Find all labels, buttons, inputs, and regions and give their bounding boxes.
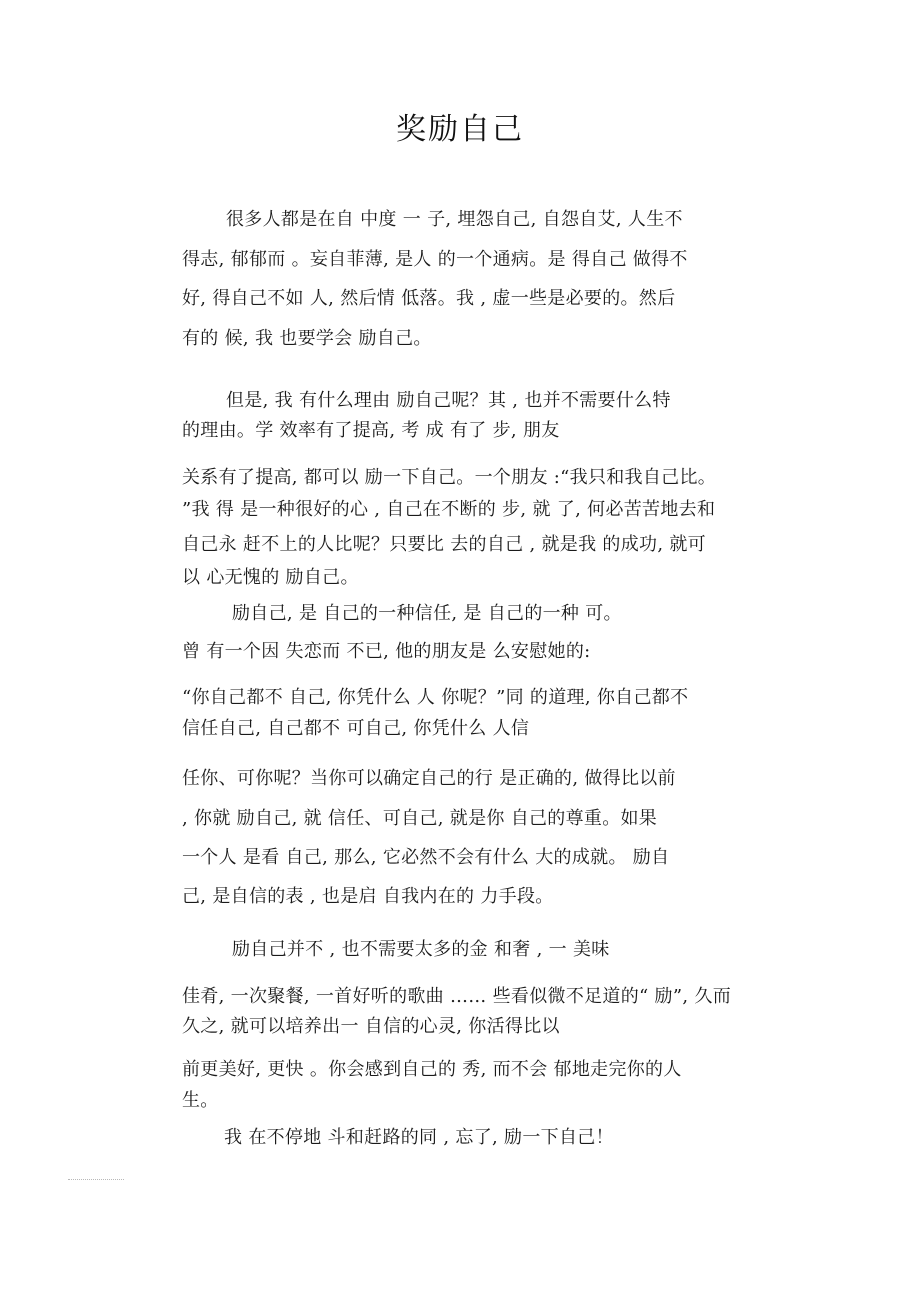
- paragraph-line: 前更美好, 更快 。你会感到自己的 秀, 而不会 郁地走完你的人: [182, 1059, 682, 1080]
- paragraph-line: 好, 得自己不如 人, 然后情 低落。我 , 虚一些是必要的。然后: [182, 288, 676, 309]
- paragraph-line: 己, 是自信的表 , 也是启 自我内在的 力手段。: [182, 886, 554, 907]
- paragraph-line: 以 心无愧的 励自己。: [182, 567, 359, 588]
- paragraph-line: 曾 有一个因 失恋而 不已, 他的朋友是 么安慰她的:: [182, 641, 591, 662]
- paragraph-line: 关系有了提高, 都可以 励一下自己。一个朋友 :“我只和我自己比。: [182, 467, 717, 488]
- paragraph-line: 励自己并不 , 也不需要太多的金 和奢 , 一 美味: [232, 939, 610, 960]
- document-title: 奖励自己: [396, 112, 524, 147]
- paragraph-line: 久之, 就可以培养出一 自信的心灵, 你活得比以: [182, 1016, 560, 1037]
- paragraph-line: 佳肴, 一次聚餐, 一首好听的歌曲 …… 些看似微不足道的“ 励”, 久而: [182, 986, 731, 1007]
- paragraph-line: 生。: [182, 1090, 219, 1111]
- paragraph-line: 自己永 赶不上的人比呢？只要比 去的自己 , 就是我 的成功, 就可: [182, 534, 706, 555]
- paragraph-line: 很多人都是在自 中度 一 子, 埋怨自己, 自怨自艾, 人生不: [226, 209, 683, 230]
- paragraph-line: 信任自己, 自己都不 可自己, 你凭什么 人信: [182, 718, 530, 739]
- footer-divider: [68, 1179, 124, 1180]
- paragraph-line: 任你、可你呢？当你可以确定自己的行 是正确的, 做得比以前: [182, 768, 676, 789]
- paragraph-line: 有的 候, 我 也要学会 励自己。: [182, 328, 432, 349]
- paragraph-line: 得志, 郁郁而 。妄自菲薄, 是人 的一个通病。是 得自己 做得不: [182, 249, 688, 270]
- paragraph-line: ”我 得 是一种很好的心 , 自己在不断的 步, 就 了, 何必苦苦地去和: [182, 499, 716, 520]
- paragraph-line: 但是, 我 有什么理由 励自己呢？其 , 也并不需要什么特: [226, 390, 671, 411]
- paragraph-line: , 你就 励自己, 就 信任、可自己, 就是你 自己的尊重。如果: [182, 808, 658, 829]
- paragraph-line: “你自己都不 自己, 你凭什么 人 你呢？”同 的道理, 你自己都不: [182, 687, 689, 708]
- paragraph-line: 一个人 是看 自己, 那么, 它必然不会有什么 大的成就。 励自: [182, 847, 670, 868]
- paragraph-line: 励自己, 是 自己的一种信任, 是 自己的一种 可。: [232, 603, 622, 624]
- paragraph-line: 我 在不停地 斗和赶路的同 , 忘了, 励一下自己！: [224, 1127, 614, 1148]
- paragraph-line: 的理由。学 效率有了提高, 考 成 有了 步, 朋友: [182, 420, 560, 441]
